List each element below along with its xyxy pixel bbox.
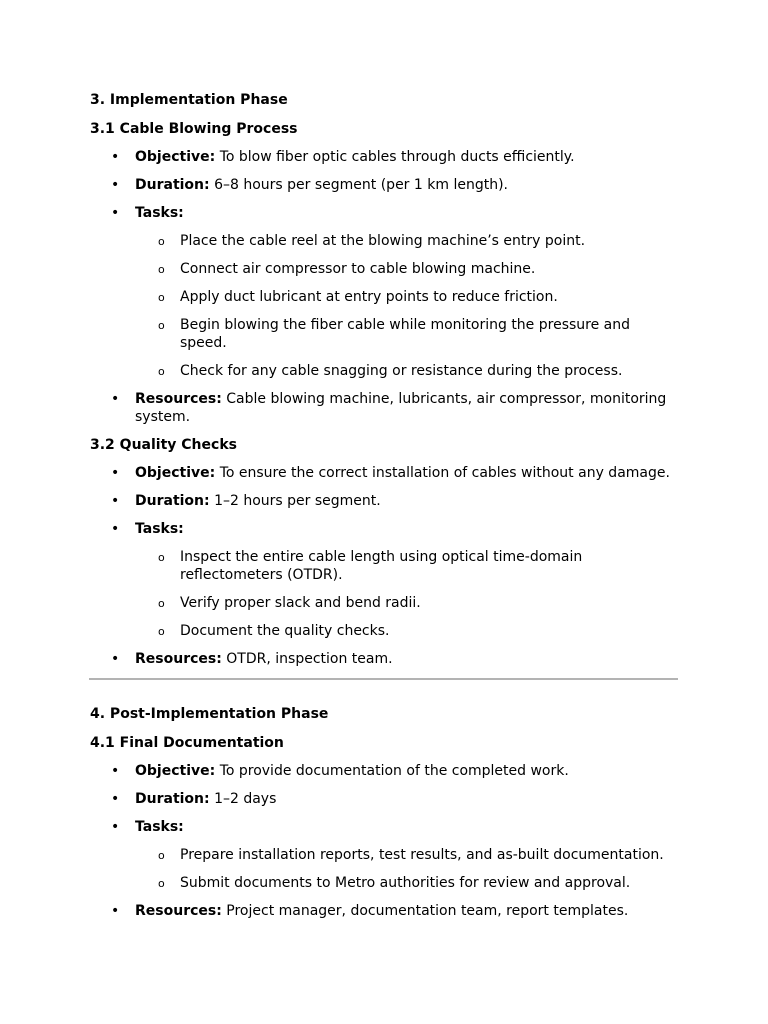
objective-label: Objective: [135,763,216,779]
resources-text: OTDR, inspection team. [226,651,393,667]
resources-text: Cable blowing machine, lubricants, air compressor, monitoring system. [135,391,667,425]
bullet-list [90,762,680,920]
subsection-heading: 4.1 Final Documentation [90,735,284,751]
objective-label: Objective: [135,149,216,165]
resources-text: Project manager, documentation team, report templates. [226,903,629,919]
task-item: o Submit documents to Metro authorities for review and approval. [135,874,680,892]
task-item: o Connect air compressor to cable blowing machine. [135,260,680,278]
subsection-heading: 3.2 Quality Checks [90,437,237,453]
duration-item [90,790,680,808]
duration-item [90,492,680,510]
duration-label: Duration: [135,493,210,509]
tasks-item [90,204,680,380]
tasks-label: Tasks: [135,521,184,537]
tasks-label: Tasks: [135,819,184,835]
resources-label: Resources: [135,651,222,667]
task-item: o Inspect the entire cable length using optical time-domain reflectometers (OTDR). [135,548,680,584]
objective-text: To blow fiber optic cables through ducts efficiently. [219,149,575,165]
task-item: o Document the quality checks. [135,622,680,640]
bullet-list [90,148,680,426]
duration-item [90,176,680,194]
objective-item [90,148,680,166]
objective-item [90,762,680,780]
tasks-label: Tasks: [135,205,184,221]
document-page [90,91,680,930]
objective-text: To ensure the correct installation of cables without any damage. [219,465,670,481]
bullet-list [90,464,680,668]
subsection-heading: 3.1 Cable Blowing Process [90,121,298,137]
resources-item [90,650,680,668]
duration-text: 1–2 hours per segment. [214,493,381,509]
objective-label: Objective: [135,465,216,481]
task-list [135,846,680,892]
task-item: o Place the cable reel at the blowing machine’s entry point. [135,232,680,250]
task-item: o Verify proper slack and bend radii. [135,594,680,612]
resources-label: Resources: [135,391,222,407]
task-item: o Check for any cable snagging or resistance during the process. [135,362,680,380]
task-list [135,232,680,380]
duration-label: Duration: [135,177,210,193]
tasks-item [90,818,680,892]
objective-text: To provide documentation of the completed work. [219,763,569,779]
section-heading: 3. Implementation Phase [90,92,288,108]
task-item: o Begin blowing the fiber cable while monitoring the pressure and speed. [135,316,680,352]
tasks-item [90,520,680,640]
task-list [135,548,680,640]
duration-text: 1–2 days [214,791,277,807]
task-item: o Prepare installation reports, test results, and as-built documentation. [135,846,680,864]
horizontal-divider [89,678,678,680]
duration-text: 6–8 hours per segment (per 1 km length). [214,177,508,193]
objective-item [90,464,680,482]
resources-item [90,390,680,426]
resources-label: Resources: [135,903,222,919]
resources-item [90,902,680,920]
duration-label: Duration: [135,791,210,807]
section-heading: 4. Post-Implementation Phase [90,706,329,722]
task-item: o Apply duct lubricant at entry points to reduce friction. [135,288,680,306]
